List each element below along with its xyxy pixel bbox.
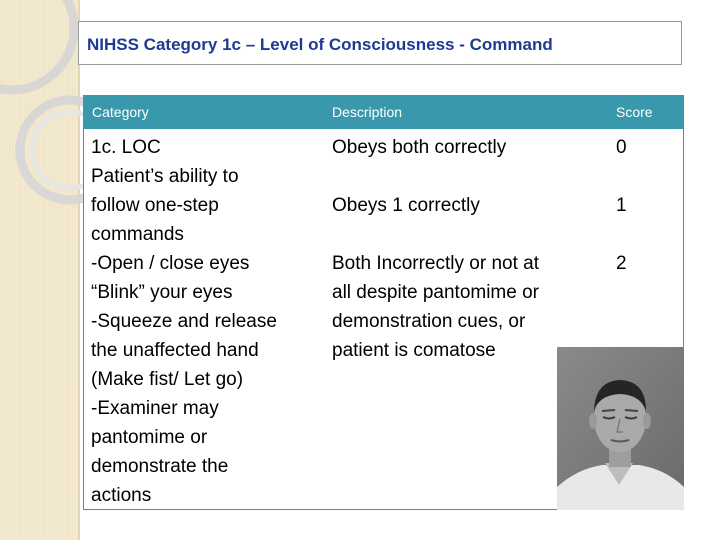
title-box [78,21,682,65]
category-line: -Open / close eyes [91,253,250,274]
patient-photo [557,347,684,510]
description-line: demonstration cues, or [332,311,526,332]
table-header-row [84,96,683,129]
score-value: 1 [616,195,627,216]
category-line: -Squeeze and release [91,311,277,332]
score-value: 0 [616,137,627,158]
header-description: Description [332,104,403,120]
spacer [332,220,612,249]
description-cell [332,133,612,365]
category-line: -Examiner may [91,398,219,419]
description-line: Both Incorrectly or not at [332,253,539,274]
spacer [616,162,666,191]
category-line: Patient’s ability to [91,166,239,187]
ring-top-left [0,0,74,90]
description-line: patient is comatose [332,340,496,361]
category-line: follow one-step [91,195,219,216]
category-cell [91,133,321,510]
category-line: (Make fist/ Let go) [91,369,244,390]
header-category: Category [92,104,149,120]
category-line: 1c. LOC [91,137,161,158]
spacer [616,220,666,249]
slide-title: NIHSS Category 1c – Level of Consciousness - Command [87,35,553,54]
header-score: Score [616,104,653,120]
spacer [332,162,612,191]
category-line: the unaffected hand [91,340,259,361]
category-line: commands [91,224,184,245]
score-cell [616,133,666,278]
patient-photo-illustration [557,347,684,510]
description-line: all despite pantomime or [332,282,539,303]
category-line: actions [91,485,152,506]
category-line: pantomime or [91,427,208,448]
category-line: “Blink” your eyes [91,282,233,303]
description-line: Obeys both correctly [332,137,507,158]
category-line: demonstrate the [91,456,229,477]
description-line: Obeys 1 correctly [332,195,480,216]
score-value: 2 [616,253,627,274]
